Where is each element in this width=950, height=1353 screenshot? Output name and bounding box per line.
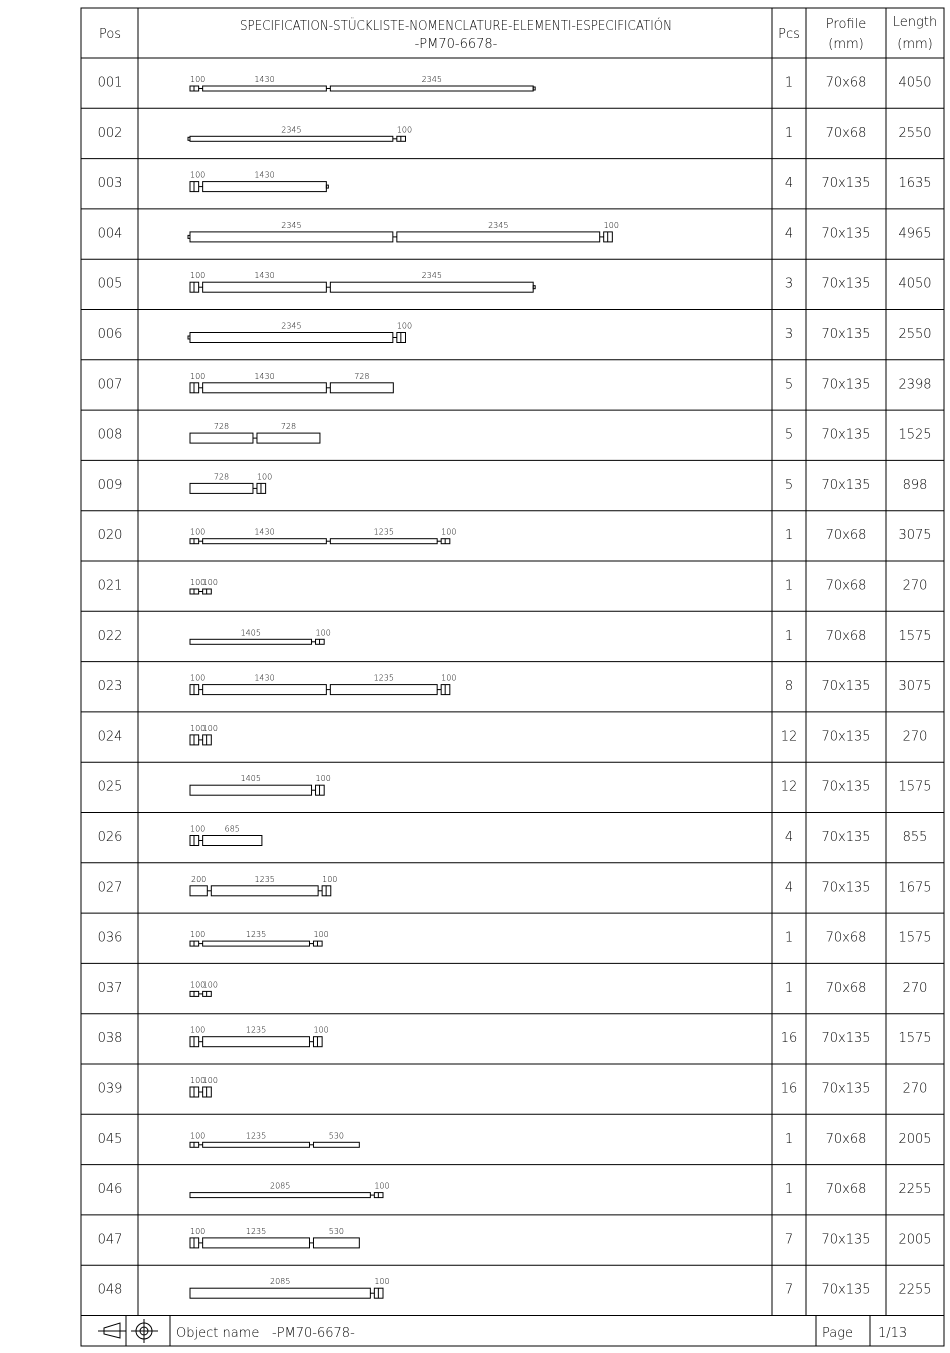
row-profile: 70x135 xyxy=(821,779,871,795)
row-pcs: 5 xyxy=(784,377,794,393)
row-profile: 70x135 xyxy=(821,830,871,845)
row-pos: 004 xyxy=(97,226,123,242)
row-length: 1675 xyxy=(898,880,932,896)
segment-bar xyxy=(313,1142,359,1147)
row-pos: 022 xyxy=(97,628,123,644)
segment-length-label: 1405 xyxy=(240,774,261,784)
segment-bar xyxy=(203,383,327,393)
piece-diagram xyxy=(190,724,218,745)
row-length: 1635 xyxy=(898,176,932,192)
segment-bar xyxy=(257,433,320,443)
row-pcs: 8 xyxy=(784,679,794,695)
row-pcs: 3 xyxy=(784,327,794,342)
row-pcs: 7 xyxy=(784,1232,794,1248)
segment-bar xyxy=(203,1037,310,1047)
row-pcs: 5 xyxy=(784,427,794,443)
row-length: 270 xyxy=(902,578,928,594)
piece-diagram xyxy=(190,774,331,795)
row-pcs: 1 xyxy=(784,980,794,996)
segment-length-label: 100 xyxy=(256,472,273,482)
page-number: 1/13 xyxy=(878,1326,908,1341)
row-pos: 045 xyxy=(97,1131,123,1147)
row-pos: 008 xyxy=(97,427,123,443)
segment-length-label: 1430 xyxy=(254,170,275,180)
segment-bar xyxy=(190,639,312,644)
segment-length-label: 100 xyxy=(202,980,218,990)
row-pcs: 1 xyxy=(784,528,794,544)
segment-length-label: 100 xyxy=(190,75,206,84)
segment-length-label: 100 xyxy=(603,220,619,230)
row-pos: 007 xyxy=(97,377,123,393)
page-label: Page xyxy=(822,1326,854,1341)
segment-length-label: 728 xyxy=(213,422,230,432)
piece-diagram xyxy=(190,472,272,493)
row-pos: 006 xyxy=(97,327,123,342)
row-pcs: 16 xyxy=(780,1031,798,1047)
piece-diagram xyxy=(190,372,393,393)
segment-length-label: 100 xyxy=(315,628,331,638)
row-profile: 70x135 xyxy=(821,477,871,493)
title-block xyxy=(98,1319,907,1343)
segment-length-label: 100 xyxy=(441,673,457,683)
row-profile: 70x135 xyxy=(821,1031,871,1047)
row-profile: 70x135 xyxy=(821,1081,871,1097)
row-profile: 70x68 xyxy=(825,1131,867,1147)
header-length-line1: Length xyxy=(892,15,938,30)
table-row xyxy=(98,724,928,745)
row-profile: 70x135 xyxy=(821,226,871,242)
object-name-label: Object name xyxy=(176,1326,260,1341)
piece-diagram xyxy=(190,875,337,896)
segment-bar xyxy=(330,383,393,393)
segment-length-label: 530 xyxy=(328,1131,345,1141)
row-pcs: 4 xyxy=(784,880,794,896)
segment-length-label: 1430 xyxy=(254,527,275,537)
row-length: 898 xyxy=(902,477,928,493)
row-profile: 70x135 xyxy=(821,327,871,342)
piece-diagram xyxy=(190,1277,390,1298)
row-pcs: 1 xyxy=(784,1131,794,1147)
row-pcs: 1 xyxy=(784,125,794,141)
row-pcs: 12 xyxy=(780,729,798,745)
row-pos: 025 xyxy=(97,779,123,795)
table-row xyxy=(98,980,928,996)
segment-bar xyxy=(330,539,437,544)
row-profile: 70x135 xyxy=(821,427,871,443)
piece-diagram xyxy=(188,221,619,242)
row-length: 1525 xyxy=(898,427,932,443)
segment-length-label: 100 xyxy=(315,774,331,784)
row-profile: 70x68 xyxy=(825,75,867,91)
segment-length-label: 100 xyxy=(396,321,413,331)
row-profile: 70x135 xyxy=(821,729,871,745)
table-row xyxy=(98,825,928,846)
segment-bar xyxy=(203,1142,310,1147)
segment-bar xyxy=(203,941,310,946)
row-length: 3075 xyxy=(898,528,932,544)
row-profile: 70x68 xyxy=(825,528,867,544)
row-pcs: 4 xyxy=(784,226,794,242)
segment-bar xyxy=(190,136,393,141)
segment-end-tab xyxy=(533,87,535,90)
row-pos: 023 xyxy=(97,679,123,695)
row-pos: 037 xyxy=(97,980,123,996)
row-pos: 027 xyxy=(97,880,123,896)
segment-length-label: 2345 xyxy=(421,75,442,84)
row-profile: 70x135 xyxy=(821,1232,871,1248)
row-length: 2255 xyxy=(898,1182,932,1198)
row-profile: 70x68 xyxy=(825,628,867,644)
row-pcs: 7 xyxy=(784,1282,794,1298)
segment-length-label: 100 xyxy=(374,1277,390,1287)
row-pcs: 3 xyxy=(784,276,794,292)
segment-length-label: 1430 xyxy=(254,75,275,84)
segment-bar xyxy=(313,1238,359,1248)
row-length: 1575 xyxy=(898,628,932,644)
segment-length-label: 2345 xyxy=(281,321,302,331)
row-pos: 009 xyxy=(97,477,123,493)
row-pcs: 1 xyxy=(784,930,794,946)
segment-length-label: 100 xyxy=(313,930,329,940)
row-length: 4050 xyxy=(898,276,932,292)
segment-end-tab xyxy=(326,185,328,188)
row-length: 1575 xyxy=(898,930,932,946)
segment-length-label: 1235 xyxy=(245,1226,267,1236)
segment-length-label: 100 xyxy=(190,170,206,180)
piece-diagram xyxy=(190,628,331,644)
row-length: 2255 xyxy=(898,1282,932,1298)
segment-bar xyxy=(190,1288,370,1298)
header-length-line2: (mm) xyxy=(897,37,933,52)
segment-length-label: 1430 xyxy=(254,673,275,683)
segment-length-label: 1235 xyxy=(245,930,267,940)
row-pcs: 12 xyxy=(780,779,798,795)
row-profile: 70x135 xyxy=(821,276,871,292)
segment-bar xyxy=(190,1193,370,1198)
segment-length-label: 100 xyxy=(313,1025,329,1035)
piece-diagram xyxy=(190,578,218,594)
row-pcs: 1 xyxy=(784,75,794,91)
row-pcs: 5 xyxy=(784,477,794,493)
segment-length-label: 100 xyxy=(190,673,206,683)
piece-diagram xyxy=(190,1076,218,1097)
segment-length-label: 1235 xyxy=(373,673,394,683)
table-row xyxy=(98,1076,928,1097)
row-pos: 021 xyxy=(97,578,123,594)
row-length: 3075 xyxy=(898,679,932,695)
row-length: 4965 xyxy=(898,226,932,242)
header-title-line2: -PM70-6678- xyxy=(414,37,498,52)
row-profile: 70x135 xyxy=(821,1282,871,1298)
row-pos: 046 xyxy=(97,1182,123,1198)
segment-bar xyxy=(190,433,253,443)
segment-bar xyxy=(190,333,393,343)
segment-length-label: 530 xyxy=(328,1226,345,1236)
segment-length-label: 2085 xyxy=(269,1277,291,1287)
header-title-line1: SPECIFICATION-STÜCKLISTE-NOMENCLATURE-ELEMENTI-ESPECIFICATIÓN xyxy=(240,19,714,34)
segment-bar xyxy=(203,539,327,544)
table-header xyxy=(99,15,937,52)
segment-length-label: 100 xyxy=(190,578,206,587)
segment-bar xyxy=(211,886,318,896)
piece-diagram xyxy=(188,322,412,343)
row-profile: 70x135 xyxy=(821,176,871,192)
segment-bar xyxy=(203,1238,310,1248)
header-profile-line1: Profile xyxy=(825,17,867,32)
segment-length-label: 2345 xyxy=(488,220,509,230)
row-length: 2398 xyxy=(898,377,932,393)
crosshair-symbol-icon xyxy=(131,1319,158,1343)
piece-diagram xyxy=(190,271,535,292)
segment-bar xyxy=(330,282,533,292)
segment-length-label: 1430 xyxy=(254,371,275,381)
row-pos: 024 xyxy=(97,729,123,745)
segment-length-label: 100 xyxy=(190,1226,206,1236)
piece-diagram xyxy=(188,125,412,141)
segment-bar xyxy=(203,685,327,695)
piece-diagram xyxy=(190,1026,329,1047)
row-pcs: 4 xyxy=(784,830,794,845)
row-length: 1575 xyxy=(898,779,932,795)
segment-bar xyxy=(397,232,600,242)
segment-length-label: 728 xyxy=(354,371,370,381)
row-length: 855 xyxy=(902,830,928,845)
segment-length-label: 100 xyxy=(190,371,206,381)
row-profile: 70x135 xyxy=(821,880,871,896)
segment-bar xyxy=(330,86,533,91)
segment-end-tab xyxy=(533,286,535,289)
segment-length-label: 100 xyxy=(190,930,206,940)
segment-length-label: 1235 xyxy=(254,874,275,884)
segment-length-label: 685 xyxy=(224,824,240,834)
row-length: 270 xyxy=(902,1081,928,1097)
header-pos: Pos xyxy=(98,27,122,42)
piece-diagram xyxy=(190,1182,390,1198)
segment-length-label: 1235 xyxy=(245,1131,267,1141)
row-pos: 026 xyxy=(97,830,123,845)
segment-length-label: 100 xyxy=(190,1076,206,1085)
piece-diagram xyxy=(190,1131,359,1147)
segment-length-label: 1430 xyxy=(254,271,275,281)
row-profile: 70x135 xyxy=(821,679,871,695)
segment-bar xyxy=(203,182,327,192)
segment-length-label: 100 xyxy=(374,1181,390,1191)
row-pcs: 1 xyxy=(784,578,794,594)
piece-diagram xyxy=(190,825,262,846)
row-pos: 005 xyxy=(97,276,123,292)
segment-length-label: 200 xyxy=(191,874,207,884)
segment-length-label: 728 xyxy=(213,472,230,482)
projection-symbol-icon xyxy=(98,1323,126,1338)
segment-length-label: 100 xyxy=(202,723,218,733)
segment-bar xyxy=(190,232,393,242)
header-pcs: Pcs xyxy=(778,27,800,42)
row-profile: 70x68 xyxy=(825,980,867,996)
segment-length-label: 100 xyxy=(190,980,206,990)
segment-length-label: 100 xyxy=(190,1025,206,1035)
row-pcs: 1 xyxy=(784,628,794,644)
piece-diagram xyxy=(190,75,535,91)
segment-length-label: 100 xyxy=(202,1076,218,1085)
segment-bar xyxy=(203,86,327,91)
row-pos: 001 xyxy=(97,75,123,91)
row-pos: 003 xyxy=(97,176,123,192)
object-name-value: -PM70-6678- xyxy=(272,1326,355,1341)
row-length: 2550 xyxy=(898,327,932,342)
row-profile: 70x68 xyxy=(825,1182,867,1198)
segment-length-label: 1405 xyxy=(240,628,261,638)
row-profile: 70x68 xyxy=(825,578,867,594)
row-pos: 047 xyxy=(97,1232,123,1248)
row-pos: 039 xyxy=(97,1081,123,1097)
segment-length-label: 100 xyxy=(190,824,206,834)
segment-length-label: 100 xyxy=(190,1131,206,1141)
segment-length-label: 2085 xyxy=(269,1181,291,1191)
segment-length-label: 2345 xyxy=(281,125,302,135)
row-length: 2005 xyxy=(898,1232,932,1248)
segment-length-label: 100 xyxy=(202,578,218,587)
row-pos: 036 xyxy=(97,930,123,946)
row-pos: 038 xyxy=(97,1031,123,1047)
segment-length-label: 2345 xyxy=(421,271,442,281)
row-profile: 70x135 xyxy=(821,377,871,393)
row-pos: 002 xyxy=(97,125,123,141)
segment-bar xyxy=(190,886,207,896)
segment-bar xyxy=(190,785,312,795)
segment-length-label: 2345 xyxy=(281,220,302,230)
row-pos: 020 xyxy=(97,528,123,544)
row-profile: 70x68 xyxy=(825,930,867,946)
row-profile: 70x68 xyxy=(825,125,867,141)
row-length: 270 xyxy=(902,729,928,745)
piece-diagram xyxy=(190,422,320,443)
row-length: 270 xyxy=(902,980,928,996)
table-row xyxy=(98,578,928,594)
piece-diagram xyxy=(190,528,456,544)
row-pcs: 1 xyxy=(784,1182,794,1198)
row-length: 2005 xyxy=(898,1131,932,1147)
piece-diagram xyxy=(190,930,329,946)
segment-bar xyxy=(203,282,327,292)
piece-diagram xyxy=(190,171,328,192)
row-pos: 048 xyxy=(97,1282,123,1298)
segment-length-label: 100 xyxy=(190,271,206,281)
row-pcs: 16 xyxy=(780,1081,798,1097)
piece-diagram xyxy=(190,1227,359,1248)
segment-length-label: 1235 xyxy=(245,1025,267,1035)
table-row xyxy=(98,472,928,493)
segment-length-label: 100 xyxy=(441,527,457,537)
header-profile-line2: (mm) xyxy=(828,37,864,52)
piece-diagram xyxy=(190,980,218,996)
segment-bar xyxy=(190,483,253,493)
segment-length-label: 100 xyxy=(396,125,413,135)
segment-length-label: 100 xyxy=(322,874,338,884)
row-length: 2550 xyxy=(898,125,932,141)
piece-diagram xyxy=(190,674,456,695)
row-length: 4050 xyxy=(898,75,932,91)
segment-length-label: 1235 xyxy=(373,527,394,537)
segment-bar xyxy=(330,685,437,695)
segment-length-label: 100 xyxy=(190,527,206,537)
segment-length-label: 100 xyxy=(190,723,206,733)
segment-length-label: 728 xyxy=(280,422,297,432)
segment-bar xyxy=(203,836,262,846)
row-length: 1575 xyxy=(898,1031,932,1047)
table-grid xyxy=(81,8,944,1346)
row-pcs: 4 xyxy=(784,176,794,192)
